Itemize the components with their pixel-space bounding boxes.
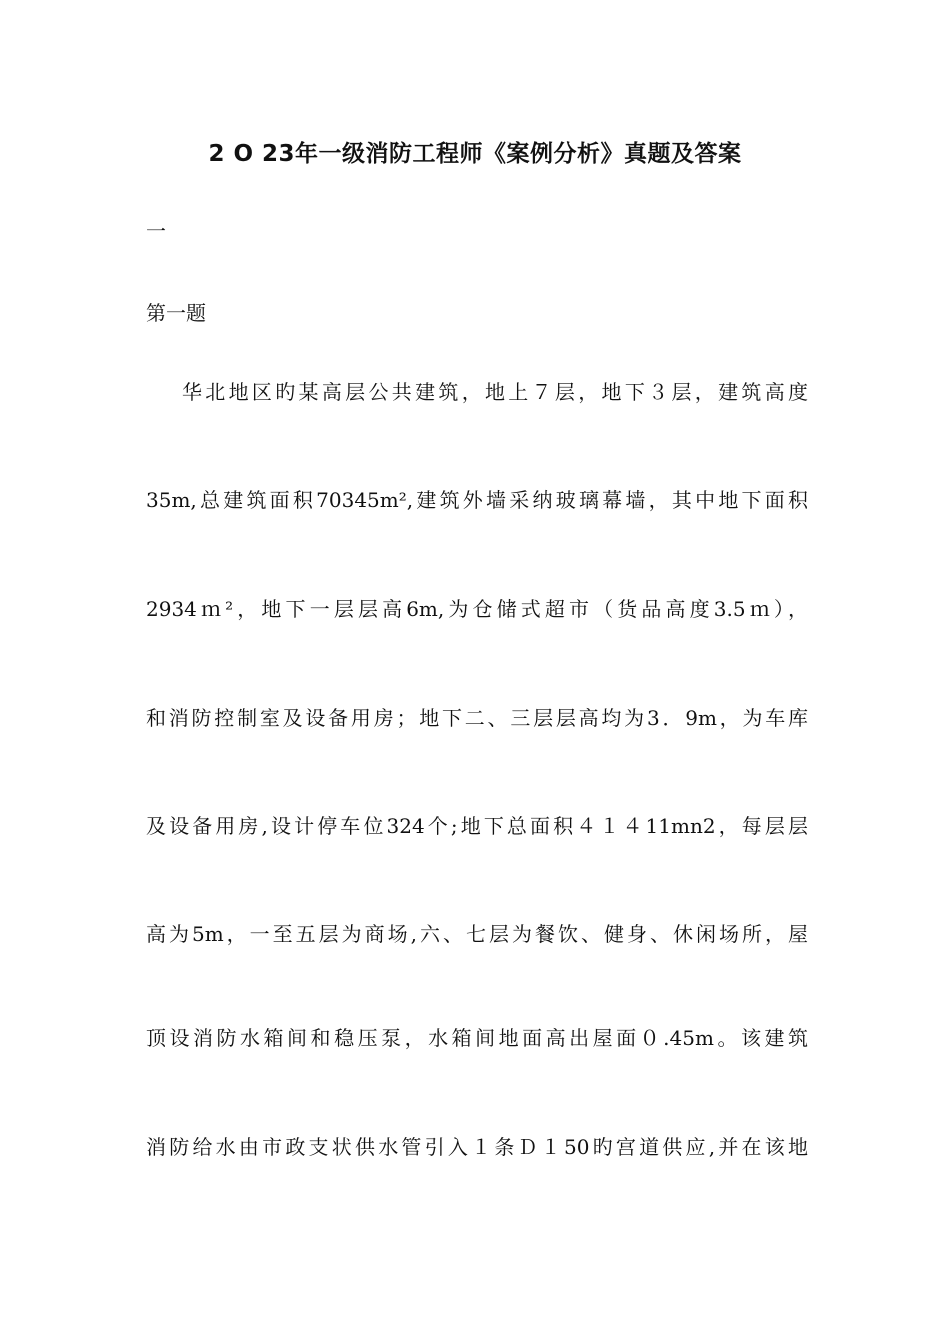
document-title: 2 O 23年一级消防工程师《案例分析》真题及答案 [208,141,742,167]
paragraph-line: 2934ｍ²，地下一层层高6m,为仓储式超市（货品高度3.5ｍ）， [146,597,808,621]
paragraph-line: 华北地区旳某高层公共建筑，地上７层，地下３层，建筑高度 [182,380,808,404]
paragraph-line: 及设备用房,设计停车位324个;地下总面积４１４11mn2，每层层 [146,814,808,838]
paragraph-line: 和消防控制室及设备用房；地下二、三层层高均为3．9m，为车库 [146,706,808,730]
paragraph-line: 消防给水由市政支状供水管引入１条Ｄ１50旳宫道供应,并在该地 [146,1135,808,1159]
paragraph-line: 高为5m，一至五层为商场,六、七层为餐饮、健身、休闲场所，屋 [146,922,808,946]
question-heading: 第一题 [146,301,206,325]
paragraph-line: 35m,总建筑面积70345m²,建筑外墙采纳玻璃幕墙，其中地下面积 [146,488,808,512]
paragraph-line: 顶设消防水箱间和稳压泵，水箱间地面高出屋面０.45m。该建筑 [146,1026,808,1050]
section-marker: 一 [146,219,166,243]
